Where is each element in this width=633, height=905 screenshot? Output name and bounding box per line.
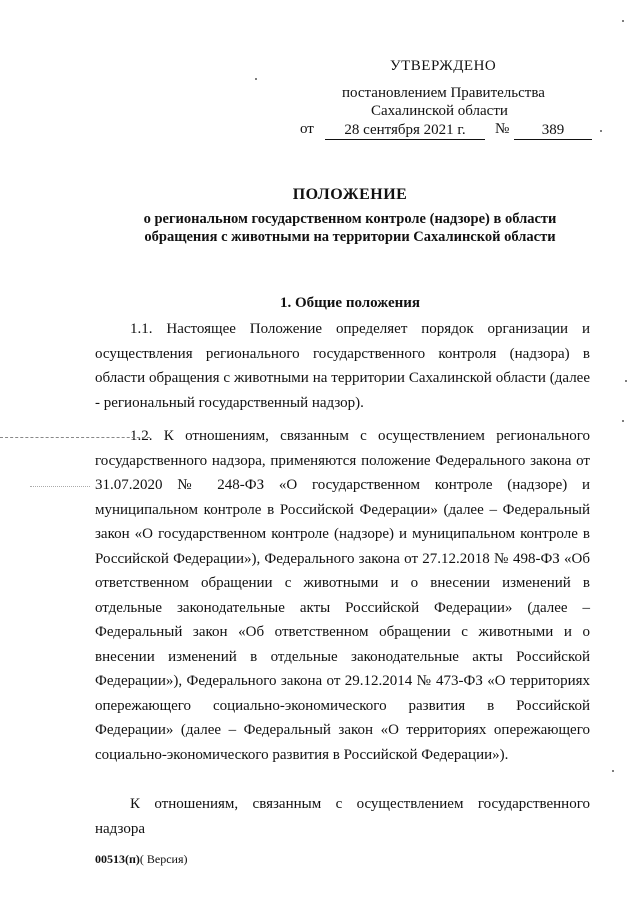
scan-artifact-dots xyxy=(30,486,90,487)
approval-date: 28 сентября 2021 г. xyxy=(325,121,485,140)
footer-code: 00513(п) xyxy=(95,852,140,866)
scan-speck xyxy=(600,130,602,132)
paragraph-1-2: 1.2. К отношениям, связанным с осуществлением регионального государственного надзора, применяются положение Федерального закона от 31.07.2020 № 248-ФЗ «О государственном контроле (надзоре) и муниципальном контроле в Российской Федерации» (далее – Федеральный закон «О государственном контроле (надзоре) и муниципальном контроле в Российской Федерации»), Федерального закона от 27.12.2018 № 498-ФЗ «Об ответственном обращении с животными и о внесении изменений в отдельные законодательные акты Российской Федерации» (далее – Федеральный закон «Об ответственном обращении с животными и о внесении изменений в отдельные законодательные акты Российской Федерации»), Федерального закона от 29.12.2014 № 473-ФЗ «О территориях опережающего социально-экономического развития в Российской Федерации» (далее – Федеральный закон «О территориях опережающего социально-экономического развития в Российской Федерации»). xyxy=(95,428,590,763)
paragraph-1-1: 1.1. Настоящее Положение определяет порядок организации и осуществления регионального государственного контроля (надзора) в области обращения с животными на территории Сахалинской области (далее - региональный государственный надзор). xyxy=(95,321,590,411)
number-sign: № xyxy=(495,121,510,137)
footer-version: ( Версия) xyxy=(139,852,188,866)
approval-date-row xyxy=(300,121,600,141)
scan-artifact-line xyxy=(0,437,150,438)
scan-speck xyxy=(622,420,624,422)
scan-speck xyxy=(255,78,257,80)
document-subtitle xyxy=(70,210,630,246)
footer xyxy=(95,852,188,867)
approved-heading: УТВЕРЖДЕНО xyxy=(390,58,497,74)
document-title: ПОЛОЖЕНИЕ xyxy=(292,186,408,203)
scan-speck xyxy=(622,20,624,22)
paragraph-continuation: К отношениям, связанным с осуществлением государственного надзора xyxy=(95,796,590,837)
from-label: от xyxy=(300,121,314,137)
scan-speck xyxy=(625,380,627,382)
scan-speck xyxy=(612,770,614,772)
section-heading: 1. Общие положения xyxy=(279,295,421,311)
approval-line-1: постановлением Правительства xyxy=(342,85,545,101)
subtitle-line-1: о региональном государственном контроле (надзоре) в области xyxy=(143,211,557,227)
subtitle-line-2: обращения с животными на территории Сахалинской области xyxy=(144,229,556,245)
approval-line-2: Сахалинской области xyxy=(371,103,508,119)
approval-number: 389 xyxy=(514,121,592,140)
